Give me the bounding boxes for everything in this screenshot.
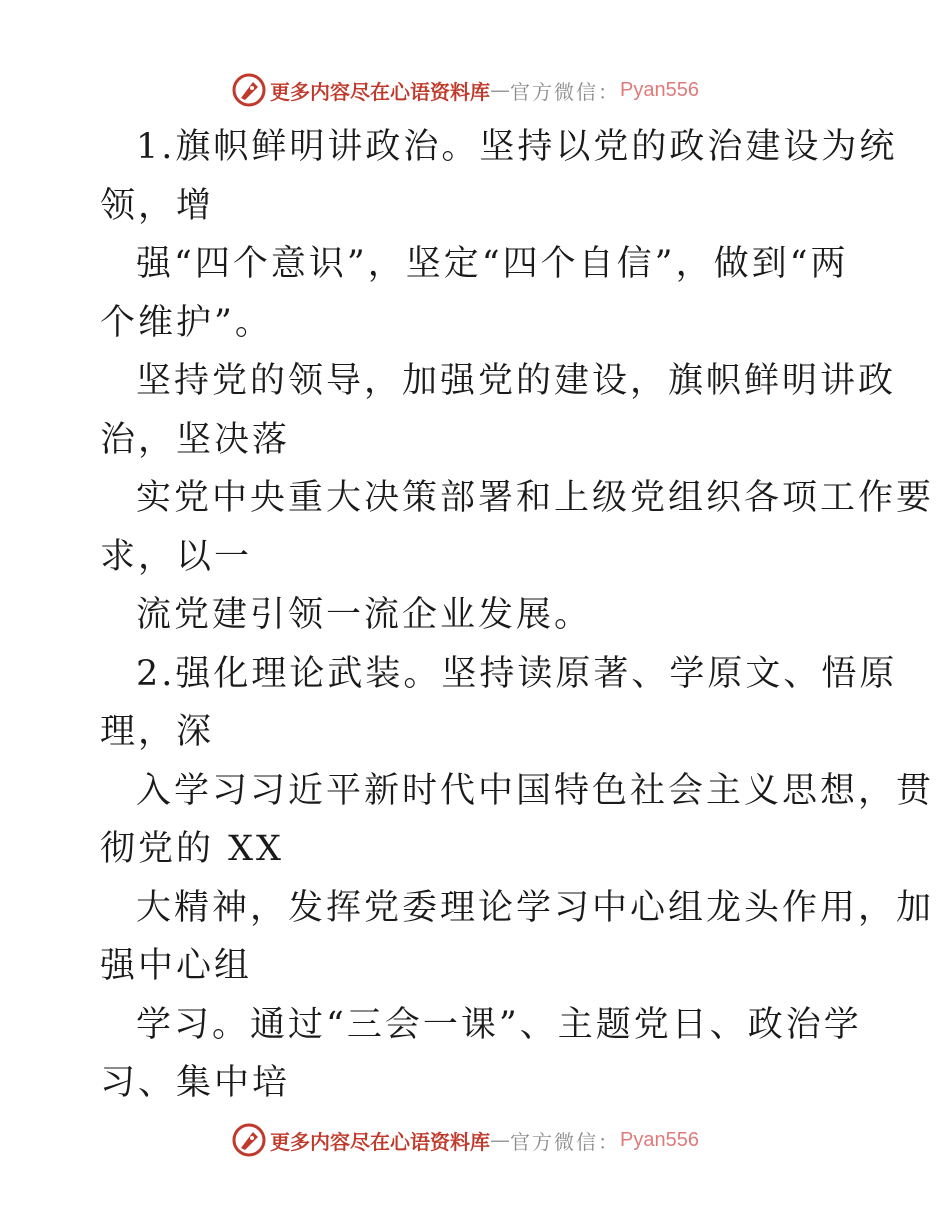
banner-brand-text: 更多内容尽在心语资料库	[270, 79, 490, 104]
paragraph-line: 治，坚决落	[100, 419, 291, 460]
banner-official-label: 官方微信：	[510, 79, 620, 104]
paragraph-line: 求，以一	[100, 536, 253, 577]
paragraph-line: 2.强化理论武装。坚持读原著、学原文、悟原	[136, 653, 898, 694]
banner-wechat-id: Pyan556	[620, 1128, 699, 1151]
paragraph-line: 习、集中培	[100, 1063, 291, 1103]
pen-nib-logo-icon	[232, 1123, 266, 1157]
paragraph-line: 理，深	[100, 712, 215, 752]
paragraph-line: 流党建引领一流企业发展。	[136, 595, 593, 635]
paragraph-line: 实党中央重大决策部署和上级党组织各项工作要	[136, 478, 935, 518]
paragraph-line: 强中心组	[100, 946, 253, 986]
banner-wechat-id: Pyan556	[620, 78, 699, 101]
paragraph-line: 彻党的 XX	[100, 829, 284, 869]
banner-brand-text: 更多内容尽在心语资料库	[270, 1129, 490, 1154]
paragraph-line: 大精神，发挥党委理论学习中心组龙头作用，加	[136, 887, 935, 928]
paragraph-line: 1.旗帜鲜明讲政治。坚持以党的政治建设为统	[136, 127, 898, 167]
paragraph-line: 坚持党的领导，加强党的建设，旗帜鲜明讲政	[136, 361, 897, 401]
footer-watermark-banner	[232, 1122, 699, 1158]
paragraph-line: 入学习习近平新时代中国特色社会主义思想，贯	[136, 770, 935, 811]
paragraph-line: 学习。通过“三会一课”、主题党日、政治学	[136, 1004, 862, 1045]
document-body	[100, 118, 935, 1113]
paragraph-line: 强“四个意识”，坚定“四个自信”，做到“两	[136, 244, 849, 284]
pen-nib-logo-icon	[232, 73, 266, 107]
paragraph-line: 领，增	[100, 185, 215, 226]
paragraph-line: 个维护”。	[100, 302, 273, 343]
banner-official-label: 官方微信：	[510, 1129, 620, 1154]
banner-dash: —	[490, 78, 510, 102]
banner-dash: —	[490, 1128, 510, 1152]
header-watermark-banner	[232, 72, 699, 108]
